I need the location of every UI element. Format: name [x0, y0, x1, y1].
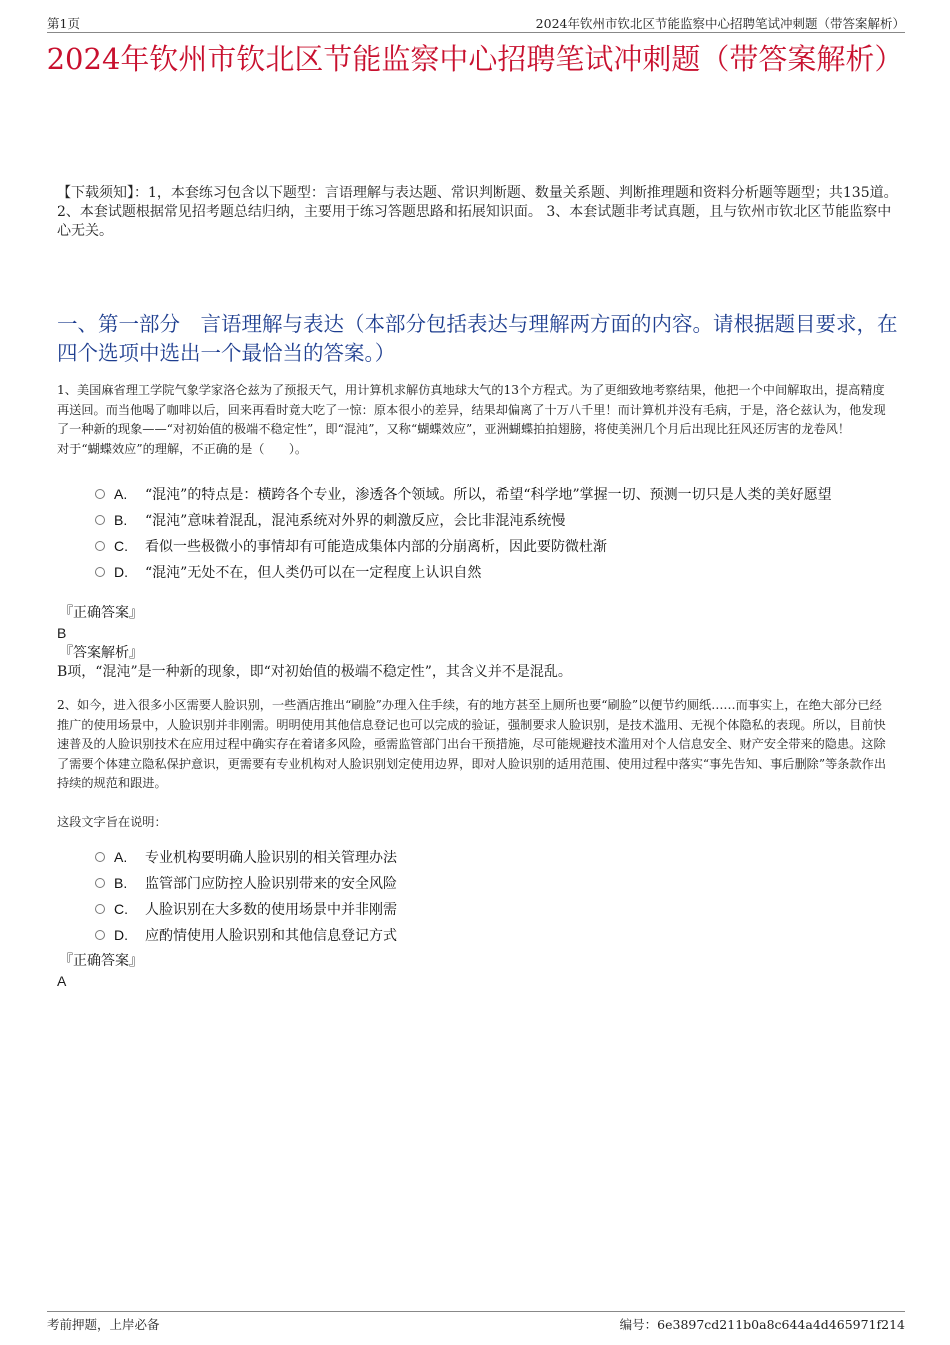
page-number: 第1页: [47, 16, 80, 31]
page-header: [47, 12, 905, 33]
radio-icon[interactable]: [95, 852, 105, 862]
radio-icon[interactable]: [95, 878, 105, 888]
question-2-ask: 这段文字旨在说明：: [57, 815, 167, 829]
q1-analysis: B项，“混沌”是一种新的现象，即“对初始值的极端不稳定性”，其含义并不是混乱。: [57, 664, 572, 680]
q2-option-c[interactable]: C. 人脸识别在大多数的使用场景中并非刚需: [95, 896, 910, 922]
page-footer: [47, 1311, 905, 1332]
q1-answer: B: [57, 625, 67, 641]
radio-icon[interactable]: [95, 567, 105, 577]
q2-option-a[interactable]: A. 专业机构要明确人脸识别的相关管理办法: [95, 844, 910, 870]
radio-icon[interactable]: [95, 515, 105, 525]
q2-option-b[interactable]: B. 监管部门应防控人脸识别带来的安全风险: [95, 870, 910, 896]
q2-option-d[interactable]: D. 应酌情使用人脸识别和其他信息登记方式: [95, 922, 910, 948]
q2-answer-label: 『正确答案』: [59, 953, 143, 969]
radio-icon[interactable]: [95, 489, 105, 499]
section-title: 一、第一部分 言语理解与表达（本部分包括表达与理解两方面的内容。请根据题目要求，在四个选项中选出一个最恰当的答案。）: [57, 312, 898, 365]
question-1-text: 1、美国麻省理工学院气象学家洛仑兹为了预报天气，用计算机求解仿真地球大气的13个方程式。为了更细致地考察结果，他把一个中间解取出，提高精度再送回。而当他喝了咖啡以后，回来再看时竟大吃了一惊：原本很小的差异，结果却偏离了十万八千里！而计算机并没有毛病，于是，洛仑兹认为，他发现了一种新的现象——“对初始值的极端不稳定性”，即“混沌”，又称“蝴蝶效应”，亚洲蝴蝶拍拍翅膀，将使美洲几个月后出现比狂风还厉害的龙卷风！: [57, 383, 886, 436]
question-2-options: [95, 844, 910, 948]
footer-serial: 编号：6e3897cd211b0a8c644a4d465971f214: [619, 1317, 905, 1332]
q1-option-b[interactable]: B. “混沌”意味着混乱，混沌系统对外界的刺激反应，会比非混沌系统慢: [95, 507, 910, 533]
radio-icon[interactable]: [95, 930, 105, 940]
q1-option-a[interactable]: A. “混沌”的特点是：横跨各个专业，渗透各个领域。所以，希望“科学地”掌握一切、预测一切只是人类的美好愿望: [95, 481, 910, 507]
header-doc-title: 2024年钦州市钦北区节能监察中心招聘笔试冲刺题（带答案解析）: [535, 16, 905, 31]
question-1-options: [95, 481, 910, 585]
q2-answer: A: [57, 973, 67, 989]
question-2-text: 2、如今，进入很多小区需要人脸识别，一些酒店推出“刷脸”办理入住手续，有的地方甚至上厕所也要“刷脸”以便节约厕纸……而事实上，在绝大部分已经推广的使用场景中，人脸识别并非刚需。明明使用其他信息登记也可以完成的验证，强制要求人脸识别，是技术滥用、无视个体隐私的表现。所以，目前快速普及的人脸识别技术在应用过程中确实存在着诸多风险，亟需监管部门出台干预措施，尽可能规避技术滥用对个人信息安全、财产安全带来的隐患。这除了需要个体建立隐私保护意识，更需要有专业机构对人脸识别划定使用边界，即对人脸识别的适用范围、使用过程中落实“事先告知、事后删除”等条款作出持续的规范和跟进。: [57, 698, 887, 790]
q1-answer-label: 『正确答案』: [59, 605, 143, 621]
question-1-ask: 对于“蝴蝶效应”的理解，不正确的是（ ）。: [57, 441, 308, 456]
download-notice: 【下载须知】：1，本套练习包含以下题型：言语理解与表达题、常识判断题、数量关系题、判断推理题和资料分析题等题型；共135道。 2、本套试题根据常见招考题总结归纳，主要用于练习答题思路和拓展知识面。 3、本套试题非考试真题，且与钦州市钦北区节能监察中心无关。: [57, 185, 898, 239]
radio-icon[interactable]: [95, 904, 105, 914]
question-1-stem: [57, 381, 890, 459]
footer-slogan: 考前押题，上岸必备: [47, 1317, 160, 1332]
radio-icon[interactable]: [95, 541, 105, 551]
document-title: 2024年钦州市钦北区节能监察中心招聘笔试冲刺题（带答案解析）: [46, 42, 904, 76]
q1-option-d[interactable]: D. “混沌”无处不在，但人类仍可以在一定程度上认识自然: [95, 559, 910, 585]
q1-option-c[interactable]: C. 看似一些极微小的事情却有可能造成集体内部的分崩离析，因此要防微杜渐: [95, 533, 910, 559]
q1-analysis-label: 『答案解析』: [59, 645, 143, 661]
